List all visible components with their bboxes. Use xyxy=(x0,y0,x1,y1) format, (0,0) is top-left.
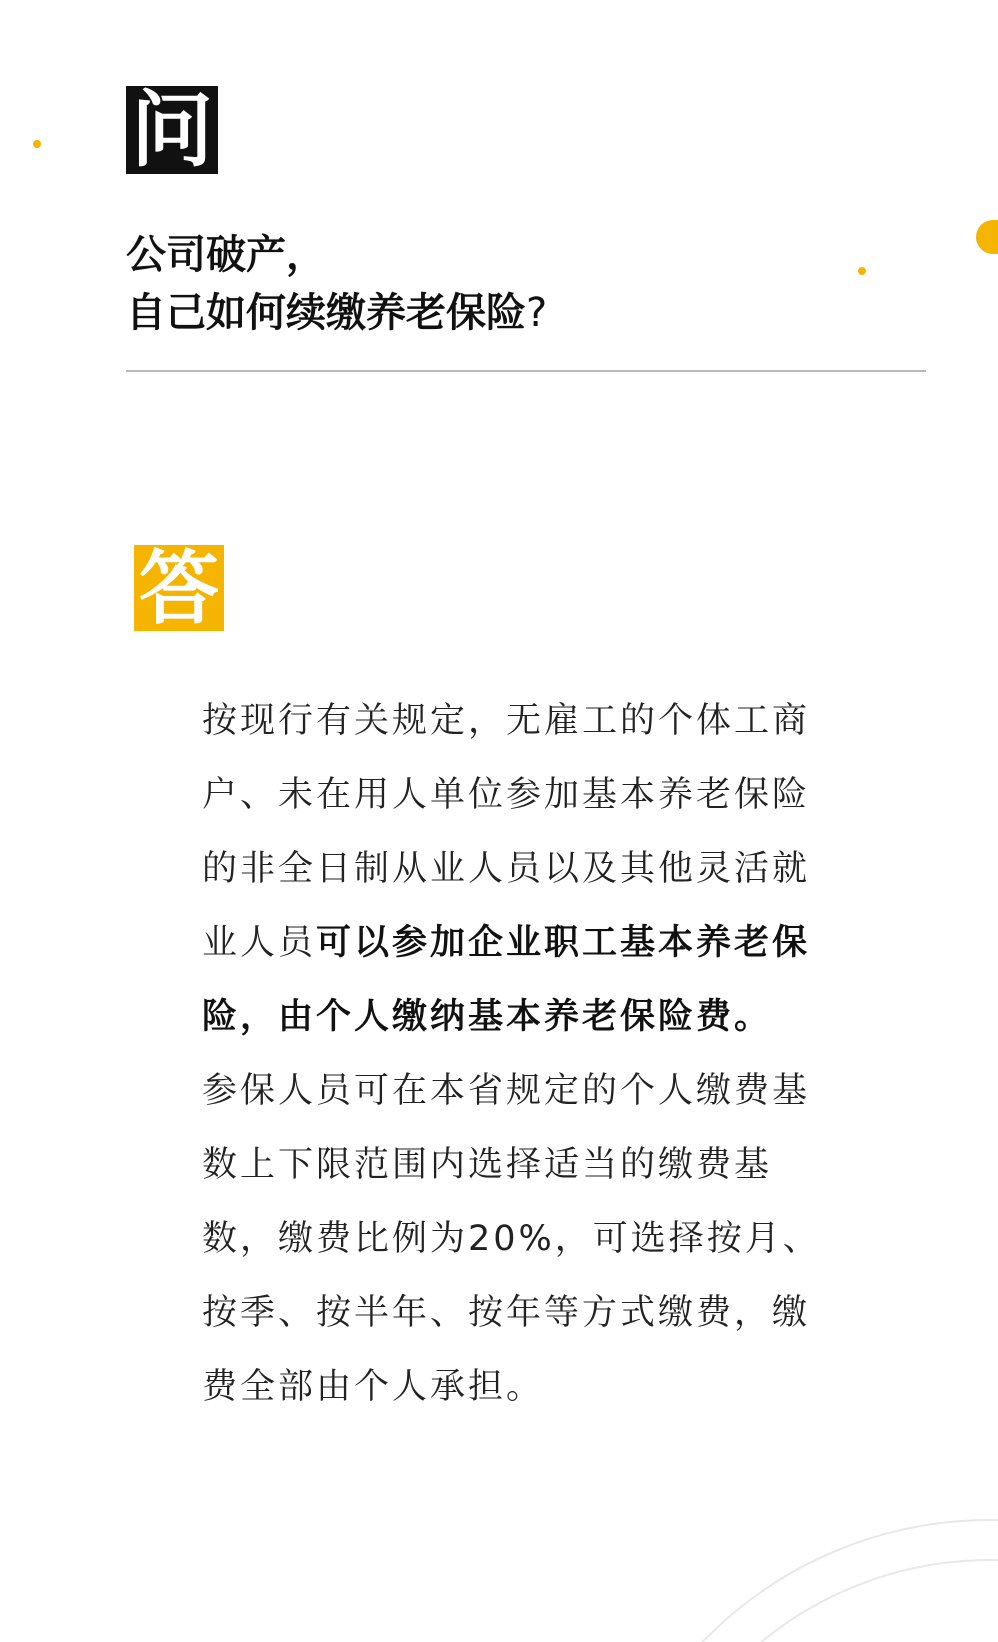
question-title-line2: 自己如何续缴养老保险 xyxy=(126,290,526,336)
answer-paragraph-2: 参保人员可在本省规定的个人缴费基数上下限范围内选择适当的缴费基数，缴费比例为20%，可选择按月、按季、按半年、按年等方式缴费，缴费全部由个人承担。 xyxy=(202,1071,821,1407)
answer-paragraph-1 xyxy=(202,684,838,1054)
decorative-arc xyxy=(630,1560,998,1642)
answer-badge: 答 xyxy=(134,545,224,631)
decorative-arc xyxy=(590,1520,998,1642)
decorative-half-circle xyxy=(976,220,998,254)
answer-body xyxy=(202,684,838,1424)
answer-paragraph-1-end: 。 xyxy=(734,997,773,1037)
question-title xyxy=(126,226,886,342)
question-mark: ? xyxy=(526,290,548,336)
question-badge: 问 xyxy=(126,86,218,174)
answer-paragraph-1-bold: 可以参加企业职工基本养老保险，由个人缴纳基本养老保险费 xyxy=(202,923,811,1037)
decorative-dot xyxy=(33,140,41,148)
question-title-line1: 公司破产， xyxy=(126,232,326,278)
answer-paragraph-1-intro: 按现行有关规定，无雇工的个体工商户、未在用人单位参加基本养老保险的非全日制从业人员以及其他灵活就业人员 xyxy=(202,701,811,963)
divider xyxy=(126,370,926,372)
